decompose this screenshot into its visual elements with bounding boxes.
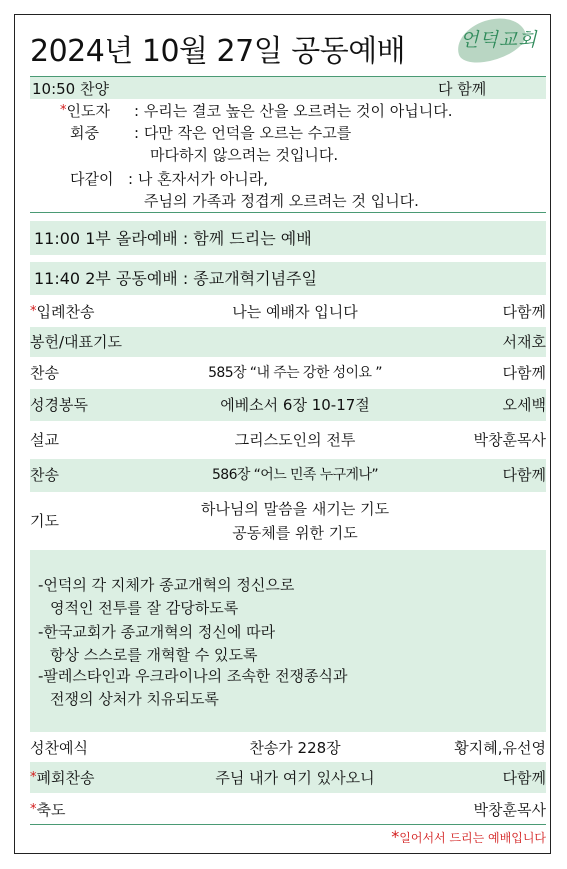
prayer-item: -언덕의 각 지체가 종교개혁의 정신으로 bbox=[38, 576, 295, 594]
required-star: * bbox=[391, 827, 400, 846]
required-star: * bbox=[30, 304, 37, 319]
order-label: 성경봉독 bbox=[30, 396, 88, 414]
required-star: * bbox=[30, 770, 37, 785]
order-label-text: 입례찬송 bbox=[36, 303, 95, 321]
closing-right: 박창훈목사 bbox=[473, 801, 546, 819]
closing-right: 황지혜,유선영 bbox=[454, 739, 546, 757]
footnote bbox=[300, 827, 546, 848]
together-label: 다같이 bbox=[70, 170, 114, 188]
together-text-1: : 나 혼자서가 아니라, bbox=[128, 170, 269, 188]
leader-text: : 우리는 결코 높은 산을 오르려는 것이 아닙니다. bbox=[134, 102, 453, 120]
closing-label-text: 폐회찬송 bbox=[36, 769, 95, 787]
opening-time: 10:50 찬양 bbox=[32, 80, 109, 98]
closing-center: 찬송가 228장 bbox=[249, 739, 341, 757]
order-right: 다함께 bbox=[502, 364, 546, 382]
order-right: 다함께 bbox=[502, 303, 546, 321]
order-label bbox=[30, 302, 94, 322]
prayer-line-1: 하나님의 말씀을 새기는 기도 bbox=[200, 500, 390, 518]
closing-label bbox=[30, 768, 94, 788]
order-center: 그리스도인의 전투 bbox=[234, 431, 356, 449]
order-label: 찬송 bbox=[30, 364, 59, 382]
page-title: 2024년 10월 27일 공동예배 bbox=[30, 34, 406, 69]
prayer-item: 영적인 전투를 잘 감당하도록 bbox=[50, 599, 239, 617]
leader-label bbox=[60, 101, 110, 121]
prayer-label: 기도 bbox=[30, 512, 59, 530]
prayer-item: -한국교회가 종교개혁의 정신에 따라 bbox=[38, 623, 276, 641]
prayer-item: 전쟁의 상처가 치유되도록 bbox=[50, 690, 219, 708]
order-label: 찬송 bbox=[30, 466, 59, 484]
prayer-line-2: 공동체를 위한 기도 bbox=[232, 524, 358, 542]
required-star: * bbox=[60, 103, 67, 118]
closing-center: 주님 내가 여기 있사오니 bbox=[215, 769, 375, 787]
order-label: 설교 bbox=[30, 431, 59, 449]
order-center: 585장 “내 주는 강한 성이요 ” bbox=[208, 365, 382, 381]
footnote-text: 일어서서 드리는 예배입니다 bbox=[399, 831, 546, 845]
congregation-text-1: : 다만 작은 언덕을 오르는 수고를 bbox=[134, 124, 352, 142]
order-right: 오세백 bbox=[502, 396, 546, 414]
logo-text: 언덕교회 bbox=[460, 29, 538, 51]
leader-label-text: 인도자 bbox=[66, 102, 110, 120]
prayer-item: 항상 스스로를 개혁할 수 있도록 bbox=[50, 646, 258, 664]
church-logo bbox=[452, 16, 542, 66]
order-right: 다함께 bbox=[502, 466, 546, 484]
prayer-item: -팔레스타인과 우크라이나의 조속한 전쟁종식과 bbox=[38, 667, 348, 685]
order-label: 봉헌/대표기도 bbox=[30, 333, 122, 351]
closing-label-text: 축도 bbox=[36, 801, 66, 819]
order-right: 서재호 bbox=[502, 333, 546, 351]
service1-title: 11:00 1부 올라예배 : 함께 드리는 예배 bbox=[34, 229, 312, 248]
opening-all: 다 함께 bbox=[438, 80, 487, 98]
congregation-text-2: 마다하지 않으려는 것입니다. bbox=[150, 146, 339, 164]
closing-label: 성찬예식 bbox=[30, 739, 88, 757]
order-center: 에베소서 6장 10-17절 bbox=[220, 396, 370, 414]
order-right: 박창훈목사 bbox=[473, 431, 546, 449]
divider bbox=[30, 824, 546, 825]
order-center: 586장 “어느 민족 누구게나” bbox=[211, 467, 379, 483]
together-text-2: 주님의 가족과 정겹게 오르려는 것 입니다. bbox=[144, 192, 419, 210]
congregation-label: 회중 bbox=[70, 124, 99, 142]
required-star: * bbox=[30, 802, 37, 817]
divider bbox=[30, 212, 546, 213]
service2-title: 11:40 2부 공동예배 : 종교개혁기념주일 bbox=[34, 269, 317, 288]
order-center: 나는 예배자 입니다 bbox=[232, 303, 358, 321]
closing-right: 다함께 bbox=[502, 769, 546, 787]
closing-label bbox=[30, 800, 65, 820]
